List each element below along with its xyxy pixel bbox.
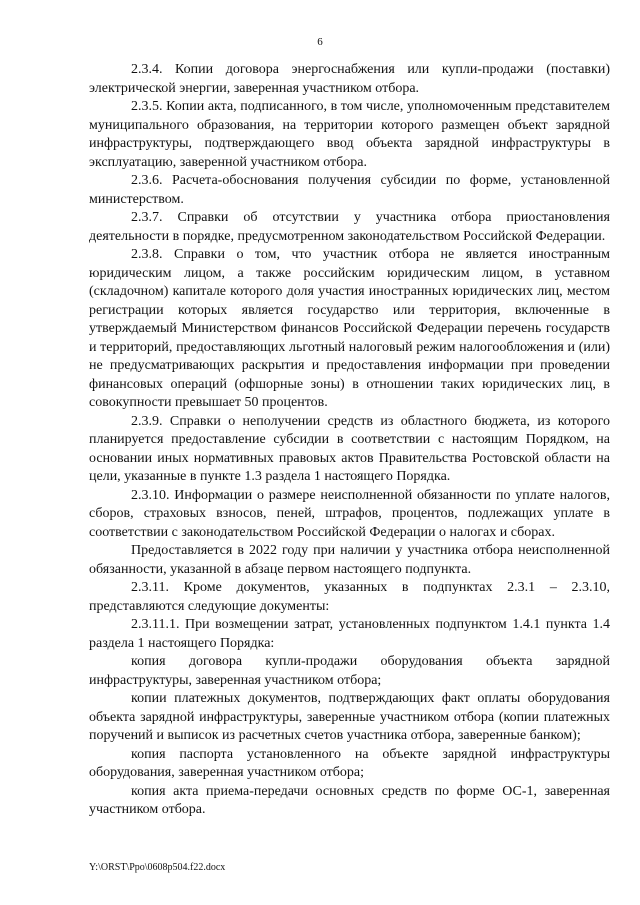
paragraph-2-3-6: 2.3.6. Расчета-обоснования получения субсидии по форме, установленной министерством. — [89, 173, 610, 207]
paragraph-2-3-7: 2.3.7. Справки об отсутствии у участника отбора приостановления деятельности в порядке, предусмотренном законодательством Российской Федерации. — [89, 210, 610, 244]
paragraph-2-3-9: 2.3.9. Справки о неполучении средств из областного бюджета, из которого планируется предоставление субсидии в соответствии с настоящим Порядком, на основании иных нормативных правовых актов Правительства Ростовской области на цели, указанные в пункте 1.3 раздела 1 настоящего Порядка. — [89, 413, 610, 484]
list-item-payment-docs: копии платежных документов, подтверждающих факт оплаты оборудования объекта зарядной инфраструктуры, заверенные участником отбора (копии платежных поручений и выписок из расчетных счетов участника отбора, заверенные банком); — [89, 691, 610, 743]
paragraph-2-3-8: 2.3.8. Справки о том, что участник отбора не является иностранным юридическим лицом, а также российским юридическим лицом, в уставном (складочном) капитале которого доля участия иностранных юридических лиц, местом регистрации которых является государство или территория, включенные в утверждаемый Министерством финансов Российской Федерации перечень государств и территорий, предоставляющих льготный налоговый режим налогообложения и (или) не предусматривающих раскрытия и предоставления информации при проведении финансовых операций (офшорные зоны) в отношении таких юридических лиц, в совокупности превышает 50 процентов. — [89, 247, 610, 410]
page-number: 6 — [317, 36, 323, 48]
paragraph-2-3-10-note: Предоставляется в 2022 году при наличии у участника отбора неисполненной обязанности, указанной в абзаце первом настоящего подпункта. — [89, 543, 610, 577]
paragraph-2-3-5: 2.3.5. Копии акта, подписанного, в том числе, уполномоченным представителем муниципального образования, на территории которого размещен объект зарядной инфраструктуры, подтверждающего ввод объекта зарядной инфраструктуры в эксплуатацию, заверенной участником отбора. — [89, 99, 610, 170]
paragraph-2-3-10: 2.3.10. Информации о размере неисполненной обязанности по уплате налогов, сборов, страховых взносов, пеней, штрафов, процентов, подлежащих уплате в соответствии с законодательством Российской Федерации о налогах и сборах. — [89, 487, 610, 540]
file-path-footer: Y:\ORST\Ppo\0608p504.f22.docx — [89, 862, 226, 873]
list-item-equipment-passport: копия паспорта установленного на объекте зарядной инфраструктуры оборудования, заверенная участником отбора; — [89, 746, 610, 780]
paragraph-2-3-11: 2.3.11. Кроме документов, указанных в подпунктах 2.3.1 – 2.3.10, представляются следующие документы: — [89, 580, 610, 614]
list-item-sale-contract: копия договора купли-продажи оборудования объекта зарядной инфраструктуры, заверенная участником отбора; — [89, 654, 610, 688]
paragraph-2-3-4: 2.3.4. Копии договора энергоснабжения или купли-продажи (поставки) электрической энергии, заверенная участником отбора. — [89, 62, 610, 96]
document-body — [89, 61, 610, 820]
paragraph-2-3-11-1: 2.3.11.1. При возмещении затрат, установленных подпунктом 1.4.1 пункта 1.4 раздела 1 настоящего Порядка: — [89, 617, 610, 651]
list-item-acceptance-act: копия акта приема-передачи основных средств по форме ОС-1, заверенная участником отбора. — [89, 783, 610, 817]
